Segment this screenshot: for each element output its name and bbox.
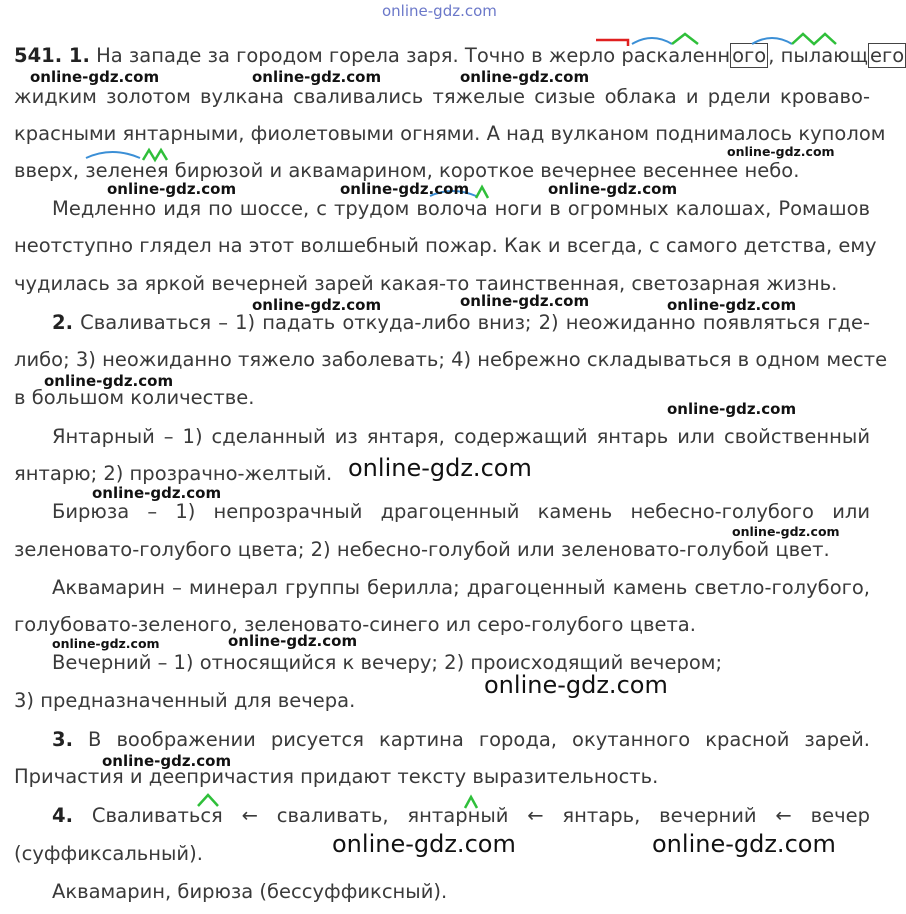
ending-box-2: его [869, 44, 905, 67]
exercise-number: 541. 1. [14, 44, 90, 67]
p6-line2: голубовато-зеленого, зеленовато-синего ил серо-голубого цвета. [14, 613, 696, 636]
p9-text: Сваливаться ← сваливать, янтарный ← янтарь, вечерний ← вечер [91, 804, 870, 827]
task-number-3: 3. [52, 728, 73, 751]
watermark: online-gdz.com [30, 68, 160, 86]
p1-text-a: На западе за городом горела заря. Точно в жерло раскаленн [96, 44, 731, 67]
p1-text-c: , пылающ [768, 44, 868, 67]
p9-line2: (суффиксальный). [14, 842, 203, 865]
watermark: online-gdz.com [667, 296, 797, 314]
p1-line2: жидким золотом вулкана сваливались тяжелые сизые облака и рдели кроваво- [14, 85, 870, 108]
p2-line1: Медленно идя по шоссе, с трудом волоча ноги в огромных калошах, Ромашов [52, 197, 870, 220]
p10-line1: Аквамарин, бирюза (бессуффиксный). [52, 880, 448, 903]
watermark: online-gdz.com [348, 454, 532, 482]
watermark: online-gdz.com [332, 830, 516, 858]
watermark: online-gdz.com [484, 671, 668, 699]
p7-line2: 3) предназначенный для вечера. [14, 689, 356, 712]
p3-text: Сваливаться – 1) падать откуда-либо вниз; 2) неожиданно появляться где- [80, 311, 870, 334]
p1-line3: красными янтарными, фиолетовыми огнями. А над вулканом поднималось куполом [14, 122, 886, 145]
watermark: online-gdz.com [727, 144, 835, 159]
p2-line2: неотступно глядел на этот волшебный пожар. Как и всегда, с самого детства, ему [14, 234, 877, 257]
task-number-2: 2. [52, 311, 73, 334]
watermark: online-gdz.com [667, 400, 797, 418]
p1-line4: вверх, зеленея бирюзой и аквамарином, короткое вечернее весеннее небо. [14, 159, 800, 182]
p6-line1: Аквамарин – минерал группы берилла; драгоценный камень светло-голубого, [52, 576, 870, 599]
watermark: online-gdz.com [52, 636, 160, 651]
watermark: online-gdz.com [460, 292, 590, 310]
watermark: online-gdz.com [107, 180, 237, 198]
root-arc-3 [86, 152, 140, 158]
p1-line1 [14, 44, 905, 68]
p5-line2: зеленовато-голубого цвета; 2) небесно-голубой или зеленовато-голубой цвет. [14, 538, 830, 561]
watermark: online-gdz.com [548, 180, 678, 198]
ending-box-1: ого [732, 44, 767, 67]
watermark: online-gdz.com [732, 524, 840, 539]
p8-line2: Причастия и деепричастия придают тексту выразительность. [14, 765, 659, 788]
watermark: online-gdz.com [44, 372, 174, 390]
p5-line1: Бирюза – 1) непрозрачный драгоценный камень небесно-голубого или [52, 500, 870, 523]
p3-line3: в большом количестве. [14, 386, 255, 409]
task-number-4: 4. [52, 804, 73, 827]
suffix-mark-2 [792, 34, 836, 44]
watermark: online-gdz.com [252, 68, 382, 86]
watermark: online-gdz.com [652, 830, 836, 858]
p8-line1 [52, 728, 870, 752]
watermark: online-gdz.com [102, 752, 232, 770]
p8-text: В воображении рисуется картина города, окутанного красной зарей. [88, 728, 870, 751]
watermark: online-gdz.com [228, 632, 358, 650]
p2-line3: чудилась за яркой вечерней зарей какая-то таинственная, светозарная жизнь. [14, 272, 838, 295]
watermark: online-gdz.com [252, 296, 382, 314]
p4-line1: Янтарный – 1) сделанный из янтаря, содержащий янтарь или свойственный [52, 425, 870, 448]
watermark-top: online-gdz.com [382, 2, 497, 20]
p3-line1 [52, 311, 870, 335]
p3-line2: либо; 3) неожиданно тяжело заболевать; 4) небрежно складываться в одном месте [14, 348, 888, 371]
watermark: online-gdz.com [340, 180, 470, 198]
p4-line2: янтарю; 2) прозрачно-желтый. [14, 462, 333, 485]
watermark: online-gdz.com [92, 484, 222, 502]
p9-line1 [52, 804, 870, 828]
p7-line1: Вечерний – 1) относящийся к вечеру; 2) происходящий вечером; [52, 651, 723, 674]
watermark: online-gdz.com [460, 68, 590, 86]
suffix-mark-1 [672, 34, 698, 44]
